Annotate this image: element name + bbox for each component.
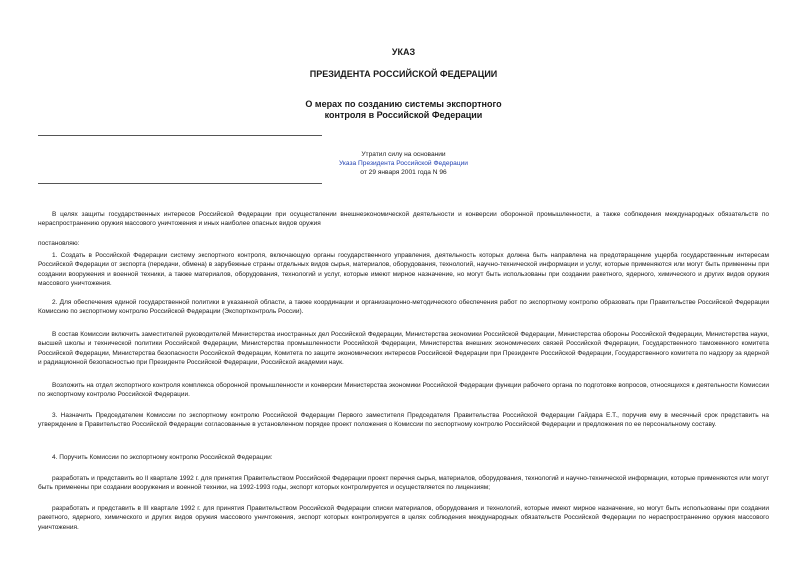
paragraph-working-body: Возложить на отдел экспортного контроля комплекса оборонной промышленности и конверсии Министерства экономики Российской Федерации функции рабочего органа по подготовке вопросов, относящихся к деятельности Комиссии по экспортному контролю Российской Федерации.: [38, 382, 769, 399]
annotation-line1: Утратил силу на основании: [361, 151, 446, 158]
paragraph-task-1: разработать и представить во II квартале 1992 г. для принятия Правительством Российской Федерации проект перечня сырья, материалов, оборудования, технологий и научно-технической информации, которые применяются или могут быть применены при создании вооружения и военной техники, на 1992-1993 годы, экспорт которых контролируется и осуществляется по лицензиям;: [38, 475, 769, 492]
paragraph-item-4: 4. Поручить Комиссии по экспортному контролю Российской Федерации:: [52, 454, 273, 461]
paragraph-commission-members: В состав Комиссии включить заместителей руководителей Министерства иностранных дел Российской Федерации, Министерства экономики Российской Федерации, Министерства обороны Российской Федерации, Министерства науки, высшей школы и технической политики Российской Федерации, Министерства промышленности Российской Федерации, Министерства внешних экономических связей Российской Федерации, Государственного таможенного комитета Российской Федерации, Министерства безопасности Российской Федерации, Комитета по защите экономических интересов Российской Федерации при Президенте Российской Федерации, Государственного комитета по надзору за ядерной и радиационной безопасностью при Президенте Российской Федерации, Российской академии наук.: [38, 331, 769, 367]
top-divider: [38, 135, 322, 136]
paragraph-item-2: 2. Для обеспечения единой государственной политики в указанной области, а также координации и организационно-методического обеспечения работ по экспортному контролю образовать при Правительстве Российской Федерации Комиссию по экспортному контролю Российской Федерации (Экспортконтроль России).: [38, 299, 769, 316]
decree-title: УКАЗ: [391, 47, 416, 57]
paragraph-task-2: разработать и представить в III квартале 1992 г. для принятия Правительством Российской Федерации списки материалов, оборудования и технологий, которые имеют мирное назначение, но могут быть использованы при создании ракетного, ядерного, химического и других видов оружия массового уничтожения, экспорт которых контролируется в целях соблюдения международных обязательств Российской Федерации по нераспространению оружия массового уничтожения.: [38, 505, 769, 531]
paragraph-item-3: 3. Назначить Председателем Комиссии по экспортному контролю Российской Федерации Первого заместителя Председателя Правительства Российской Федерации Гайдара Е.Т., поручив ему в месячный срок представить на утверждение в Правительство Российской Федерации согласованные в установленном порядке проект положения о Комиссии по экспортному контролю Российской Федерации и предложения по ее персональному составу.: [38, 412, 769, 429]
paragraph-preamble: В целях защиты государственных интересов Российской Федерации при осуществлении внешнеэкономической деятельности и конверсии оборонной промышленности, а также соблюдения международных обязательств по нераспространению оружия массового уничтожения и иных наиболее опасных видов оружия: [38, 211, 769, 228]
paragraph-item-1: 1. Создать в Российской Федерации систему экспортного контроля, включающую органы государственного управления, деятельность которых должна быть направлена на предотвращение ущерба государственным интересам Российской Федерации от экспорта (передачи, обмена) в зарубежные страны отдельных видов сырья, материалов, оборудования, технологий, научно-технической информации и услуг, которые применяются или могут быть применены при создании вооружения и военной техники, а также материалов, оборудования, технологий и услуг, которые имеют мирное назначение, но могут быть использованы при создании ракетного, ядерного, химического и других видов оружия массового уничтожения.: [38, 252, 769, 288]
bottom-divider: [38, 183, 322, 184]
paragraph-decree: постановляю:: [38, 240, 80, 247]
annotation-link-row: [0, 159, 807, 168]
repeal-decree-link[interactable]: Указа Президента Российской Федерации: [339, 160, 468, 167]
annotation-line3: от 29 января 2001 года N 96: [360, 169, 447, 176]
decree-subtitle: ПРЕЗИДЕНТА РОССИЙСКОЙ ФЕДЕРАЦИИ: [309, 69, 498, 79]
document-title-line2: контроля в Российской Федерации: [324, 110, 483, 120]
document-title-line1: О мерах по созданию системы экспортного: [305, 99, 502, 109]
